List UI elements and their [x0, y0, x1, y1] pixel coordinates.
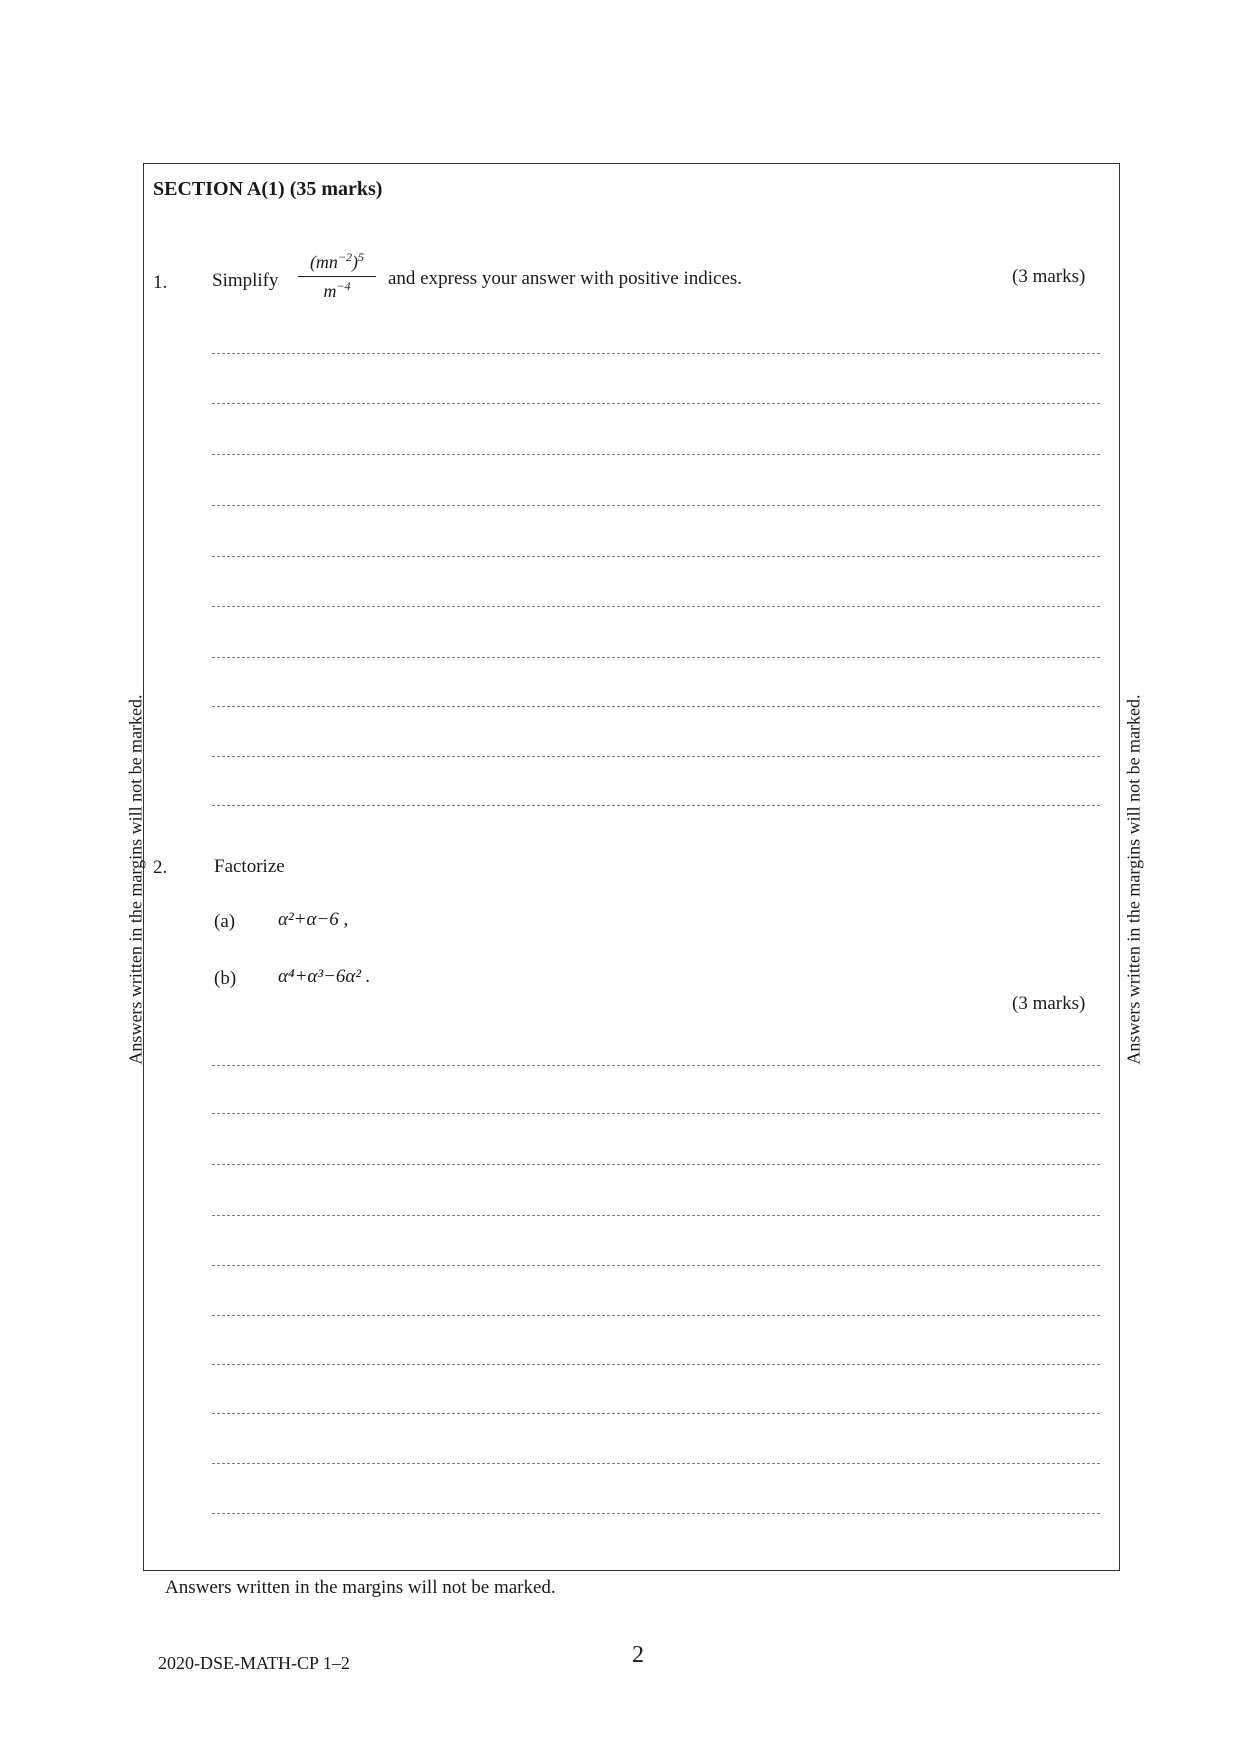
q1-numerator: $(mn^{-2})^5$ — [309, 250, 365, 272]
q1-answer-line[interactable] — [212, 805, 1100, 806]
q2-answer-line[interactable] — [212, 1463, 1100, 1464]
q2b-label: (b) — [214, 968, 237, 989]
q2-answer-line[interactable] — [212, 1413, 1100, 1414]
q2-answer-line[interactable] — [212, 1215, 1100, 1216]
q2-answer-line[interactable] — [212, 1364, 1100, 1365]
q1-answer-line[interactable] — [212, 756, 1100, 757]
q2-answer-line[interactable] — [212, 1315, 1100, 1316]
q1-answer-line[interactable] — [212, 606, 1100, 607]
q1-number: 1. — [153, 272, 168, 293]
q2-answer-line[interactable] — [212, 1113, 1100, 1114]
paper-code: 2020-DSE-MATH-CP 1–2 — [158, 1653, 350, 1673]
q2-lead: Factorize — [214, 856, 285, 877]
q1-answer-line[interactable] — [212, 706, 1100, 707]
q2a-expression: α²+α−6 , — [278, 909, 349, 930]
q1-marks: (3 marks) — [1012, 266, 1086, 287]
answer-frame — [143, 163, 1120, 1571]
q1-answer-line[interactable] — [212, 454, 1100, 455]
q2-number: 2. — [153, 857, 168, 878]
right-margin-note: Answers written in the margins will not be marked. — [1123, 694, 1144, 1065]
q2b-expression: α⁴+α³−6α² . — [278, 966, 371, 987]
q2-answer-line[interactable] — [212, 1164, 1100, 1165]
q2-marks: (3 marks) — [1012, 993, 1086, 1014]
left-margin-note: Answers written in the margins will not be marked. — [125, 694, 146, 1065]
q1-answer-line[interactable] — [212, 353, 1100, 354]
q1-answer-line[interactable] — [212, 657, 1100, 658]
q1-lead: Simplify — [212, 270, 279, 291]
q1-answer-line[interactable] — [212, 403, 1100, 404]
q1-denominator: $m^{-4}$ — [323, 279, 351, 301]
page-number: 2 — [632, 1642, 644, 1668]
q1-fraction — [298, 250, 376, 302]
section-title: SECTION A(1) (35 marks) — [153, 178, 383, 200]
q2-answer-line[interactable] — [212, 1513, 1100, 1514]
footer-margin-note: Answers written in the margins will not be marked. — [165, 1577, 556, 1598]
q2a-label: (a) — [214, 911, 236, 932]
q1-instruction: and express your answer with positive indices. — [388, 268, 743, 289]
q2-answer-line[interactable] — [212, 1265, 1100, 1266]
q1-answer-line[interactable] — [212, 505, 1100, 506]
q1-answer-line[interactable] — [212, 556, 1100, 557]
q2-answer-line[interactable] — [212, 1065, 1100, 1066]
